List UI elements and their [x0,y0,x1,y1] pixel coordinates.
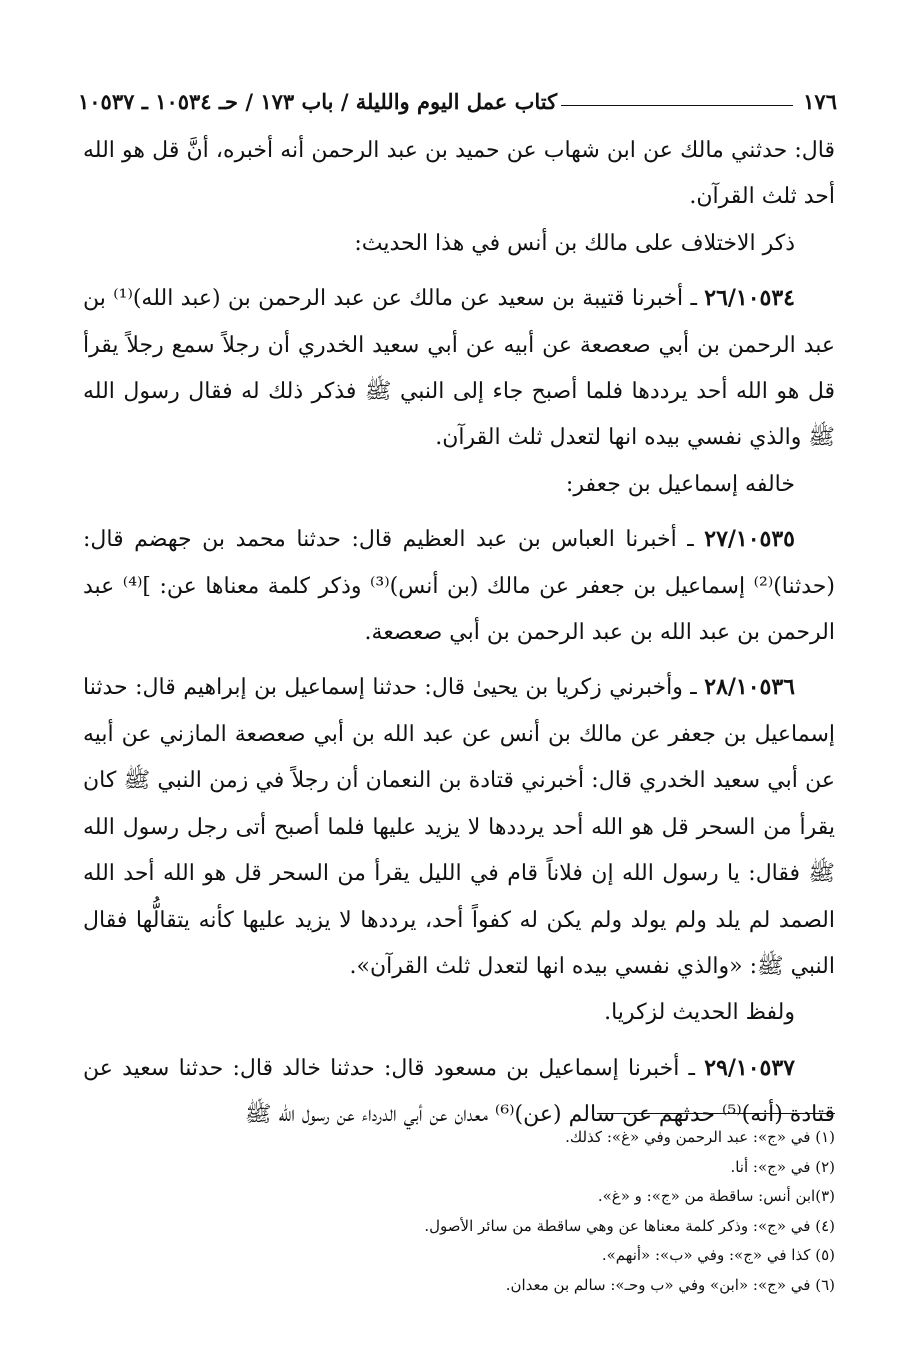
hadith-text: ـ وأخبرني زكريا بن يحيىٰ قال: حدثنا إسماعيل بن إبراهيم قال: حدثنا إسماعيل بن جعفر عن مالك بن أنس عن عبد الله بن أبي صعصعة المازني عن أبيه عن أبي سعيد الخدري قال: أخبرني قتادة بن النعمان أن رجلاً في زمن النبي ﷺ كان يقرأ من السحر قل هو الله أحد يرددها لا يزيد عليها فلما أصبح أتى رجل رسول الله ﷺ فقال: يا رسول الله إن فلاناً قام في الليل يقرأ من السحر قل هو الله أحد الله الصمد لم يلد ولم يولد ولم يكن له كفواً أحد، يرددها لا يزيد عليها كأنه يتقالُّها فقال النبي ﷺ: «والذي نفسي بيده انها لتعدل ثلث القرآن». [83,675,835,979]
hadith-number: ٢٩/١٠٥٣٧ [704,1054,795,1081]
paragraph-1 [83,128,835,221]
paragraph-text: ذكر الاختلاف على مالك بن أنس في هذا الحديث: [354,230,795,256]
footnote-1: (١) في «ج»: عبد الرحمن وفي «غ»: كذلك. [565,1128,835,1146]
footnote-6: (٦) في «ج»: «ابن» وفي «ب وحـ»: سالم بن معدان. [505,1275,835,1294]
hadith-number: ٢٧/١٠٥٣٥ [704,526,795,553]
page-number: ١٧٦ [803,89,837,114]
header-title: كتاب عمل اليوم والليلة / باب ١٧٣ / حـ ١٠٥٣٤ ـ ١٠٥٣٧ [78,89,558,114]
paragraph-text: خالفه إسماعيل بن جعفر: [565,471,795,497]
footnote-2: (٢) في «ج»: أنا. [730,1157,835,1176]
hadith-10535 [83,516,835,656]
footnote-5: (٥) كذا في «ج»: وفي «ب»: «أنهم». [601,1246,835,1264]
footnote-4: (٤) في «ج»: وذكر كلمة معناها عن وهي ساقطة من سائر الأصول. [424,1216,835,1235]
footnote-separator [597,1113,835,1114]
running-header [78,74,837,114]
paragraph-text: قال: حدثني مالك عن ابن شهاب عن حميد بن عبد الرحمن أنه أخبره، أنَّ قل هو الله أحد ثلث القرآن. [83,138,835,210]
hadith-text: ـ أخبرنا العباس بن عبد العظيم قال: حدثنا محمد بن جهضم قال: (حدثنا)⁽²⁾ إسماعيل بن جعفر عن مالك (بن أنس)⁽³⁾ وذكر كلمة معناها عن: ]⁽⁴⁾ عبد الرحمن بن عبد الله بن عبد الرحمن بن أبي صعصعة. [83,527,835,646]
main-text [83,128,835,1139]
hadith-10534 [83,275,835,462]
paragraph-2 [83,221,835,267]
hadith-text: ـ أخبرنا قتيبة بن سعيد عن مالك عن عبد الرحمن بن (عبد الله)⁽¹⁾ بن عبد الرحمن بن أبي صعصعة عن أبيه عن أبي سعيد الخدري أن رجلاً سمع رجلاً يقرأ قل هو الله أحد يرددها فلما أصبح جاء إلى النبي ﷺ فذكر ذلك له فقال رسول الله ﷺ والذي نفسي بيده انها لتعدل ثلث القرآن. [83,286,835,451]
paragraph-7 [83,990,835,1036]
header-rule [561,105,793,106]
footnotes [83,1123,835,1300]
hadith-10536 [83,664,835,990]
paragraph-text: ولفظ الحديث لزكريا. [604,1000,795,1026]
hadith-text: ـ أخبرنا إسماعيل بن مسعود قال: حدثنا خالد قال: حدثنا سعيد عن قتادة (أنه)⁽⁵⁾ حدثهم عن سالم (عن)⁽⁶⁾ معدان عن أبي الدرداء عن رسول الله ﷺ [83,1055,835,1128]
paragraph-4 [83,462,835,508]
hadith-number: ٢٨/١٠٥٣٦ [704,674,795,701]
footnote-3: (٣)ابن أنس: ساقطة من «ج»: و «غ». [597,1187,835,1205]
hadith-number: ٢٦/١٠٥٣٤ [704,285,795,312]
